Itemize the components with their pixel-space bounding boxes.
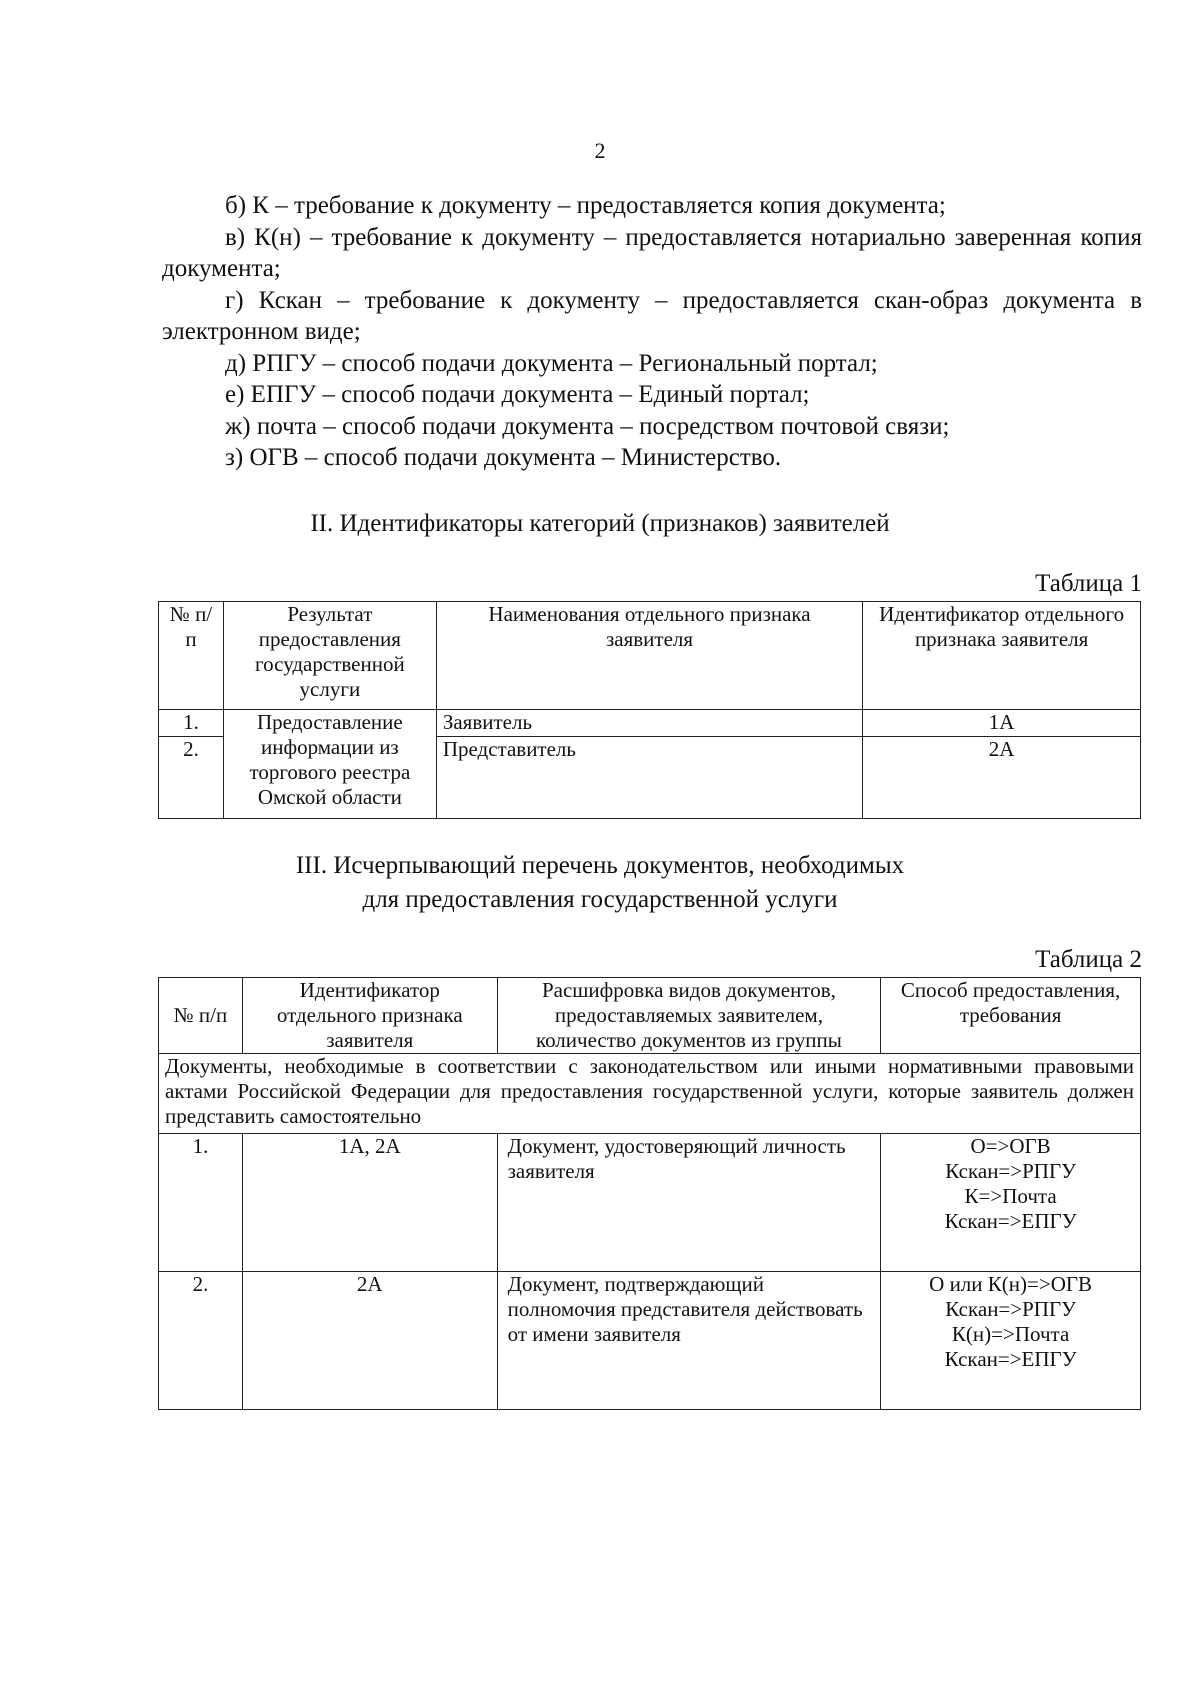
- table-2-caption: Таблица 2: [1035, 946, 1142, 973]
- header-name: Наименования отдельного признака заявителя: [436, 602, 862, 710]
- definition-item: з) ОГВ – способ подачи документа – Министерство.: [225, 444, 782, 471]
- cell-name: Заявитель: [436, 710, 862, 737]
- method-line: К(н)=>Почта: [951, 1322, 1070, 1346]
- cell-identifier: 2А: [863, 737, 1141, 819]
- table-row: [159, 1272, 1141, 1410]
- method-line: Кскан=>ЕПГУ: [944, 1209, 1077, 1233]
- cell-method: [881, 1134, 1141, 1272]
- definitions-list: [162, 190, 1142, 474]
- definition-item: г) Кскан – требование к документу – предоставляется скан-образ документа в электронном виде;: [162, 286, 1142, 345]
- definition-item: в) К(н) – требование к документу – предоставляется нотариально заверенная копия документа;: [162, 223, 1142, 282]
- table-row: [159, 710, 1141, 737]
- cell-num: 1.: [159, 1134, 243, 1272]
- definition-item: б) К – требование к документу – предоставляется копия документа;: [225, 192, 946, 219]
- header-method: Способ предоставления, требования: [881, 978, 1141, 1054]
- method-line: Кскан=>ЕПГУ: [944, 1347, 1077, 1371]
- method-line: Кскан=>РПГУ: [945, 1159, 1076, 1183]
- definition-item: д) РПГУ – способ подачи документа – Региональный портал;: [225, 349, 878, 377]
- method-line: Кскан=>РПГУ: [945, 1297, 1076, 1321]
- cell-description: Документ, удостоверяющий личность заявителя: [497, 1134, 881, 1272]
- group-title-row: [159, 1054, 1141, 1134]
- header-identifier: Идентификатор отдельного признака заявителя: [242, 978, 497, 1054]
- cell-description: Документ, подтверждающий полномочия представителя действовать от имени заявителя: [497, 1272, 881, 1410]
- method-line: О=>ОГВ: [970, 1134, 1051, 1158]
- section-3-title-line-2: для предоставления государственной услуги: [362, 886, 838, 913]
- header-num: № п/п: [159, 978, 243, 1054]
- cell-name: Представитель: [436, 737, 862, 819]
- cell-num: 2.: [159, 737, 224, 819]
- table-1-caption: Таблица 1: [1035, 570, 1142, 597]
- cell-identifier: 1А: [863, 710, 1141, 737]
- cell-identifier: 1А, 2А: [242, 1134, 497, 1272]
- group-title: Документы, необходимые в соответствии с законодательством или иными нормативными правовыми актами Российской Федерации для предоставления государственной услуги, которые заявитель должен представить самостоятельно: [159, 1054, 1141, 1134]
- header-description: Расшифровка видов документов, предоставляемых заявителем, количество документов из группы: [497, 978, 881, 1054]
- method-line: О или К(н)=>ОГВ: [929, 1272, 1093, 1296]
- cell-num: 1.: [159, 710, 224, 737]
- header-identifier: Идентификатор отдельного признака заявителя: [863, 602, 1141, 710]
- applicant-categories-table: [158, 601, 1141, 819]
- table-header-row: [159, 978, 1141, 1054]
- page-number: 2: [594, 138, 606, 163]
- definition-item: ж) почта – способ подачи документа – посредством почтовой связи;: [225, 412, 950, 440]
- method-line: К=>Почта: [964, 1184, 1057, 1208]
- table-row: [159, 1134, 1141, 1272]
- documents-table: [158, 977, 1141, 1410]
- table-header-row: [159, 602, 1141, 710]
- cell-num: 2.: [159, 1272, 243, 1410]
- header-num: № п/п: [159, 602, 224, 710]
- section-3-title-line-1: III. Исчерпывающий перечень документов, необходимых: [295, 852, 905, 879]
- header-result: Результат предоставления государственной услуги: [223, 602, 436, 710]
- cell-identifier: 2А: [242, 1272, 497, 1410]
- section-2-title: II. Идентификаторы категорий (признаков) заявителей: [310, 510, 890, 537]
- cell-result: Предоставление информации из торгового реестра Омской области: [223, 710, 436, 819]
- cell-method: [881, 1272, 1141, 1410]
- definition-item: е) ЕПГУ – способ подачи документа – Единый портал;: [225, 381, 810, 408]
